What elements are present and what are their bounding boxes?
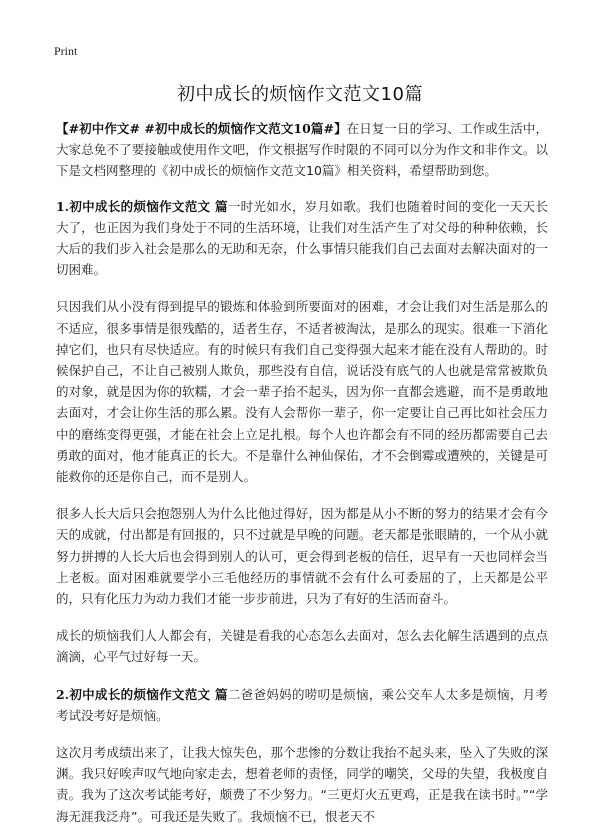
section-2-paragraph [56, 684, 548, 726]
section-2-text: 二爸爸妈妈的唠叨是烦恼，乘公交车人太多是烦恼，月考考试没考好是烦恼。 [56, 686, 548, 723]
document-title: 初中成长的烦恼作文范文10篇 [177, 84, 423, 105]
section-1-heading: 1.初中成长的烦恼作文范文 篇 [56, 198, 228, 214]
document-body [56, 118, 548, 828]
body-paragraph-3: 成长的烦恼我们人人都会有，关键是看我的心态怎么去面对，怎么去化解生活遇到的点点滴滴，心平气过好每一天。 [56, 628, 548, 665]
intro-tags: 【#初中作文# #初中成长的烦恼作文范文10篇#】 [56, 121, 347, 136]
intro-paragraph [56, 118, 548, 182]
body-paragraph-1: 只因我们从小没有得到提早的锻炼和体验到所要面对的困难，才会让我们对生活是那么的不适应，很多事情是很残酷的，适者生存，不适者被淘汰，是那么的现实。很难一下消化掉它们，也只有尽快适应。有的时候只有我们自己变得强大起来才能在没有人帮助的。时候保护自己，不让自己被别人欺负，那些没有自信，说话没有底气的人也就是常常被欺负的对象，就是因为你的软糯，才会一辈子抬不起头，因为你一直都会逃避，而不是勇敢地去面对，才会让你生活的那么累。没有人会帮你一辈子，你一定要让自己再比如社会压力中的磨练变得更强，才能在社会上立足扎根。每个人也许都会有不同的经历都需要自己去勇敢的面对，他才能真正的长大。不是靠什么神仙保佑，才不会倒霉或遭殃的，关键是可能救你的还是你自己，而不是别人。 [56, 299, 548, 485]
body-paragraph-4: 这次月考成绩出来了，让我大惊失色，那个悲惨的分数让我抬不起头来，坠入了失败的深渊。我只好唉声叹气地向家走去，想着老师的责怪，同学的嘲笑，父母的失望，我极度自责。我为了这次考试能考好，颇费了不少努力。“三更灯火五更鸡，正是我在读书时。”“学海无涯我泛舟”。可我还是失败了。我烦恼不已，恨老天不 [56, 745, 548, 824]
print-label[interactable]: Print [54, 44, 78, 58]
body-paragraph-2: 很多人长大后只会抱怨别人为什么比他过得好，因为都是从小不断的努力的结果才会有今天的成就，付出都是有回报的，只不过就是早晚的问题。老天都是张眼睛的，一个从小就努力拼搏的人长大后也会得到别人的认可，更会得到老板的信任，迟早有一天也同样会当上老板。面对困难就要学小三毛他经历的事情就不会有什么可委屈的了，上天都是公平的，只有化压力为动力我们才能一步步前进，只为了有好的生活而奋斗。 [56, 506, 548, 607]
section-1-text: 一时光如水，岁月如歌。我们也随着时间的变化一天天长大了，也正因为我们身处于不同的生活环境，让我们对生活产生了对父母的种种依赖，长大后的我们步入社会是那么的无助和无奈，什么事情只能我们自己去面对去解决面对的一切困难。 [56, 198, 548, 278]
intro-text: 在日复一日的学习、工作或生活中，大家总免不了要接触或使用作文吧，作文根据写作时限的不同可以分为作文和非作文。以下是文档网整理的《初中成长的烦恼作文范文10篇》相关资料，希望帮助到您。 [56, 121, 548, 179]
section-1-paragraph [56, 196, 548, 281]
section-2-heading: 2.初中成长的烦恼作文范文 篇 [56, 686, 228, 702]
